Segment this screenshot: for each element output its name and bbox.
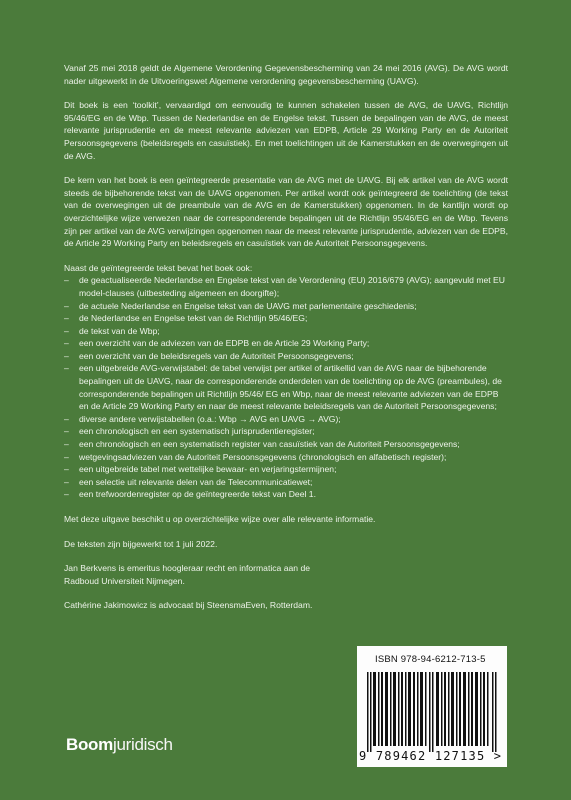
list-item: – een overzicht van de beleidsregels van de Autoriteit Persoonsgegevens; — [64, 350, 508, 363]
list-item: – een uitgebreide AVG-verwijstabel: de tabel verwijst per artikel of artikellid van de AVG naar de bijbehorende bepalingen uit de UAVG, naar de corresponderende onderdelen van de toelichting op de AVG (preambules), de corresponderende bepalingen uit Richtlijn 95/46/ EG en Wbp, naar de meest relevante adviezen van de EDPB en de Article 29 Working Party en naar de meest relevante beleidsregels van de Autoriteit Persoonsgegevens; — [64, 362, 508, 412]
core-paragraph: De kern van het boek is een geïntegreerde presentatie van de AVG met de UAVG. Bij elk artikel van de AVG wordt steeds de bijbehorende tekst van de UAVG opgenomen. Per artikel wordt ook geïntegreerd de toelichting (de tekst van de overwegingen uit de preambule van de AVG en de Kamerstukken) opgenomen. In de kantlijn wordt op overzichtelijke wijze verwezen naar de corresponderende bepalingen uit de Richtlijn 95/46/EG en de Wbp. Tevens zijn per artikel van de AVG verwijzingen opgenomen naar de meest relevante jurisprudentie, adviezen van de EDPB, de Article 29 Working Party en beleidsregels en casuïstiek van de Autoriteit Persoonsgegevens. — [64, 175, 508, 249]
list-item: – de Nederlandse en Engelse tekst van de Richtlijn 95/46/EG; — [64, 312, 508, 325]
barcode-icon — [367, 672, 499, 752]
updated-note: De teksten zijn bijgewerkt tot 1 juli 2022. — [64, 538, 218, 549]
closing-paragraph: Met deze uitgave beschikt u op overzichtelijke wijze over alle relevante informatie. — [64, 514, 376, 524]
author-bio-2: Cathérine Jakimowicz is advocaat bij SteensmaEven, Rotterdam. — [64, 600, 313, 611]
publisher-logo — [66, 735, 173, 755]
toolkit-paragraph: Dit boek is een ‘toolkit’, vervaardigd om eenvoudig te kunnen schakelen tussen de AVG, de UAVG, Richtlijn 95/46/EG en de Wbp. Tussen de Nederlandse en de Engelse tekst. Tussen de bepalingen van de AVG, de meest relevante jurisprudentie en de meest relevante adviezen van EDPB, Article 29 Working Party en de Autoriteit Persoonsgegevens (beleidsregels en casuïstiek). En met toelichtingen uit de Kamerstukken en de overwegingen uit de AVG. — [64, 100, 508, 161]
blurb-text — [64, 62, 508, 624]
isbn-number: ISBN 978-94-6212-713-5 — [375, 654, 486, 665]
list-item: – diverse andere verwijstabellen (o.a.: Wbp → AVG en UAVG → AVG); — [64, 413, 508, 426]
list-item: – een uitgebreide tabel met wettelijke bewaar- en verjaringstermijnen; — [64, 463, 508, 476]
list-item: – een overzicht van de adviezen van de EDPB en de Article 29 Working Party; — [64, 337, 508, 350]
list-item: – een trefwoordenregister op de geïntegreerde tekst van Deel 1. — [64, 488, 508, 501]
list-item: – wetgevingsadviezen van de Autoriteit Persoonsgegevens (chronologisch en alfabetisch register); — [64, 451, 508, 464]
barcode-label — [357, 646, 507, 767]
list-intro: Naast de geïntegreerde tekst bevat het boek ook: — [64, 262, 253, 273]
author-bio-1: Jan Berkvens is emeritus hoogleraar recht en informatica aan de Radboud Universiteit Nijmegen. — [64, 563, 311, 586]
contents-list — [64, 274, 508, 501]
list-item: – een chronologisch en een systematisch register van casuïstiek van de Autoriteit Persoonsgegevens; — [64, 438, 508, 451]
list-item: – de geactualiseerde Nederlandse en Engelse tekst van de Verordening (EU) 2016/679 (AVG); aangevuld met EU model-clauses (uitbesteding algemeen en doorgifte); — [64, 274, 508, 299]
barcode-digits: 9 789462 127135 > — [359, 749, 503, 763]
logo-part-juridisch: juridisch — [112, 735, 173, 754]
logo-part-boom: Boom — [66, 735, 113, 754]
list-item: – de tekst van de Wbp; — [64, 325, 508, 338]
list-item: – de actuele Nederlandse en Engelse tekst van de UAVG met parlementaire geschiedenis; — [64, 300, 508, 313]
intro-paragraph: Vanaf 25 mei 2018 geldt de Algemene Verordening Gegevensbescherming van 24 mei 2016 (AVG). De AVG wordt nader uitgewerkt in de Uitvoeringswet Algemene verordening gegevensbescherming (UAVG). — [64, 63, 508, 86]
list-item: – een chronologisch en een systematisch jurisprudentieregister; — [64, 425, 508, 438]
list-item: – een selectie uit relevante delen van de Telecommunicatiewet; — [64, 476, 508, 489]
